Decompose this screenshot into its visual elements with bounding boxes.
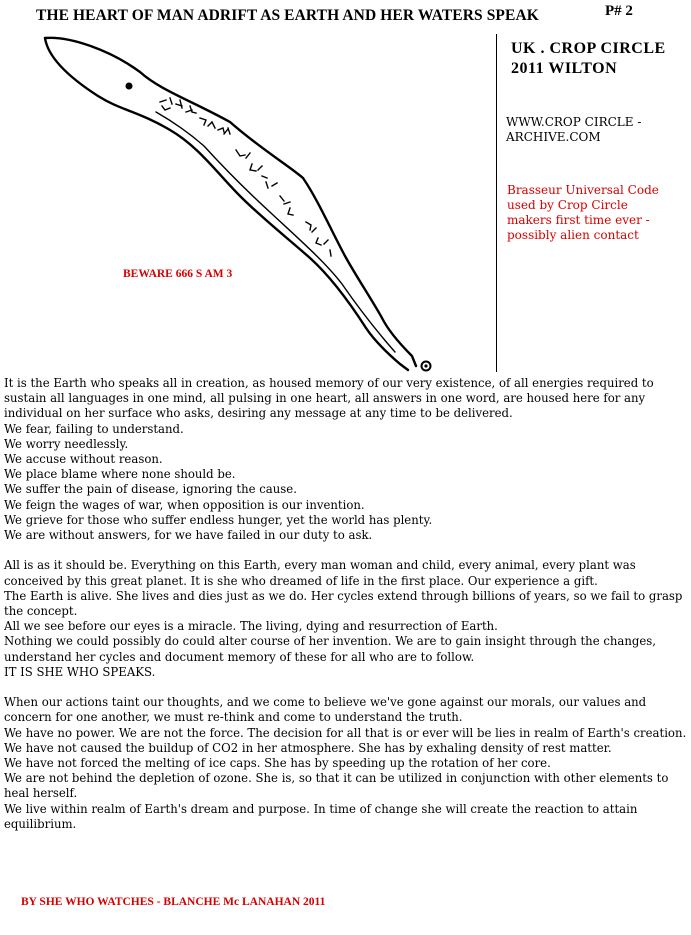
brasseur-code-note bbox=[507, 183, 659, 243]
text-line: We have not caused the buildup of CO2 in her atmosphere. She has by exhaling density of rest matter. bbox=[4, 740, 612, 755]
text-line: We feign the wages of war, when opposition is our invention. bbox=[4, 497, 365, 512]
text-line: We grieve for those who suffer endless hunger, yet the world has plenty. bbox=[4, 512, 433, 527]
beware-label: BEWARE 666 S AM 3 bbox=[123, 268, 233, 280]
website-reference bbox=[506, 115, 641, 145]
text-line: All is as it should be. Everything on this Earth, every man woman and child, every animal, every plant was conceived by this great planet. It is she who dreamed of life in the first place. Our experience a gift. bbox=[4, 558, 636, 588]
paragraph-earth-speaks bbox=[4, 376, 690, 543]
text-line: We place blame where none should be. bbox=[4, 467, 236, 482]
crop-circle-title bbox=[511, 39, 666, 79]
serpent-outline-lower bbox=[45, 38, 408, 370]
text-line: We worry needlessly. bbox=[4, 436, 129, 451]
text-line: When our actions taint our thoughts, and we come to believe we've gone against our morals, our values and concern for one another, we must re-think and come to understand the truth. bbox=[4, 695, 647, 725]
code-note-line: makers first time ever - bbox=[507, 213, 650, 227]
text-line: The Earth is alive. She lives and dies just as we do. Her cycles extend through billions of years, so we fail to grasp the concept. bbox=[4, 588, 683, 619]
text-line: We suffer the pain of disease, ignoring the cause. bbox=[4, 482, 297, 497]
text-line: We have not forced the melting of ice caps. She has by speeding up the rotation of her core. bbox=[4, 756, 551, 771]
code-note-line: used by Crop Circle bbox=[507, 198, 628, 212]
crop-circle-serpent-figure bbox=[0, 25, 496, 375]
code-note-line: possibly alien contact bbox=[507, 228, 639, 242]
body-text bbox=[4, 376, 690, 832]
text-line: We live within realm of Earth's dream and purpose. In time of change she will create the reaction to attain equilibrium. bbox=[4, 801, 638, 831]
page-title: THE HEART OF MAN ADRIFT AS EARTH AND HER WATERS SPEAK bbox=[36, 7, 539, 24]
vertical-divider bbox=[496, 34, 497, 372]
text-line: We have no power. We are not the force. The decision for all that is or ever will be lies in realm of Earth's creation. bbox=[4, 725, 687, 740]
text-line: It is the Earth who speaks all in creation, as housed memory of our very existence, of all energies required to sustain all languages in one mind, all pulsing in one heart, all answers in one word, are housed here for any individual on her surface who asks, desiring any message at any time to be delivered. bbox=[4, 376, 654, 421]
serpent-outline-upper bbox=[45, 38, 416, 366]
text-line: We accuse without reason. bbox=[4, 452, 163, 467]
crop-circle-location: UK . CROP CIRCLE bbox=[511, 40, 666, 57]
brasseur-code-glyphs bbox=[160, 98, 331, 256]
page-number: P# 2 bbox=[605, 3, 633, 19]
website-line: ARCHIVE.COM bbox=[506, 130, 601, 144]
website-line: WWW.CROP CIRCLE - bbox=[506, 115, 642, 129]
author-signature: BY SHE WHO WATCHES - BLANCHE Mc LANAHAN 2011 bbox=[21, 896, 326, 908]
serpent-eye-dot bbox=[126, 83, 133, 90]
paragraph-we-have-no-power bbox=[4, 695, 690, 832]
text-line: All we see before our eyes is a miracle. The living, dying and resurrection of Earth. bbox=[4, 619, 498, 634]
crop-circle-year: 2011 WILTON bbox=[511, 60, 618, 77]
text-line: We are not behind the depletion of ozone. She is, so that it can be utilized in conjunction with other elements to heal herself. bbox=[4, 771, 669, 801]
text-line: IT IS SHE WHO SPEAKS. bbox=[4, 664, 156, 679]
paragraph-all-is-as-it-should-be bbox=[4, 558, 690, 680]
text-line: We are without answers, for we have failed in our duty to ask. bbox=[4, 528, 373, 543]
code-note-line: Brasseur Universal Code bbox=[507, 183, 659, 197]
text-line: We fear, failing to understand. bbox=[4, 421, 184, 436]
text-line: Nothing we could possibly do could alter course of her invention. We are to gain insight through the changes, understand her cycles and document memory of these for all who are to follow. bbox=[4, 634, 657, 664]
